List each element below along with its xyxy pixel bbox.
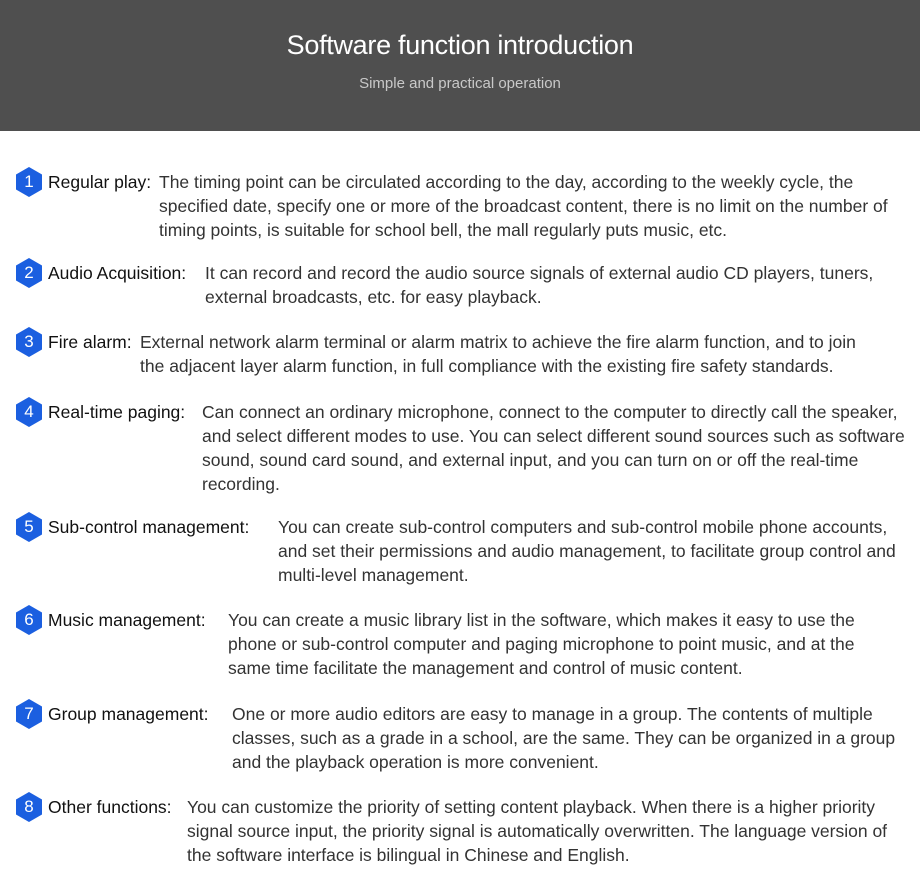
number-badge: 8	[14, 792, 44, 822]
feature-item-1	[0, 167, 920, 247]
number-badge: 3	[14, 327, 44, 357]
feature-title: Real-time paging:	[48, 402, 186, 422]
feature-title: Group management:	[48, 704, 209, 724]
number-badge: 4	[14, 397, 44, 427]
number-badge: 6	[14, 605, 44, 635]
feature-description: External network alarm terminal or alarm matrix to achieve the fire alarm function, and to join the adjacent layer alarm function, in full compliance with the existing fire safety standards.	[140, 332, 856, 376]
feature-description: You can create sub-control computers and sub-control mobile phone accounts, and set their permissions and audio management, to facilitate group control and multi-level management.	[278, 517, 896, 585]
page-header	[0, 0, 920, 131]
feature-title: Sub-control management:	[48, 517, 250, 537]
number-badge: 7	[14, 699, 44, 729]
feature-item-6	[0, 605, 920, 685]
feature-item-4	[0, 397, 920, 494]
feature-item-8	[0, 792, 920, 872]
number-badge: 2	[14, 258, 44, 288]
feature-item-3	[0, 327, 920, 407]
feature-title: Regular play:	[48, 172, 152, 192]
page-title: Software function introduction	[286, 30, 634, 60]
page-subtitle: Simple and practical operation	[359, 75, 561, 92]
feature-description: It can record and record the audio source signals of external audio CD players, tuners, external broadcasts, etc. for easy playback.	[205, 263, 874, 307]
feature-item-5	[0, 512, 920, 592]
feature-description: You can customize the priority of setting content playback. When there is a higher priority signal source input, the priority signal is automatically overwritten. The language version of the software interface is bilingual in Chinese and English.	[187, 797, 888, 865]
feature-title: Fire alarm:	[48, 332, 132, 352]
feature-item-2	[0, 258, 920, 338]
feature-description: You can create a music library list in the software, which makes it easy to use the phone or sub-control computer and paging microphone to point music, and at the same time facilitate the management and control of music content.	[228, 610, 855, 678]
feature-description: Can connect an ordinary microphone, connect to the computer to directly call the speaker, and select different modes to use. You can select different sound sources such as software sound, sound card sound, and external input, and you can turn on or off the real-time recording.	[202, 402, 905, 494]
feature-description: One or more audio editors are easy to manage in a group. The contents of multiple classes, such as a grade in a school, are the same. They can be organized in a group and the playback operation is more convenient.	[232, 704, 896, 772]
feature-item-7	[0, 699, 920, 779]
feature-title: Other functions:	[48, 797, 172, 817]
number-badge: 5	[14, 512, 44, 542]
feature-description: The timing point can be circulated according to the day, according to the weekly cycle, the specified date, specify one or more of the broadcast content, there is no limit on the number of timing points, is suitable for school bell, the mall regularly puts music, etc.	[159, 172, 888, 240]
feature-title: Music management:	[48, 610, 206, 630]
feature-title: Audio Acquisition:	[48, 263, 187, 283]
number-badge: 1	[14, 167, 44, 197]
